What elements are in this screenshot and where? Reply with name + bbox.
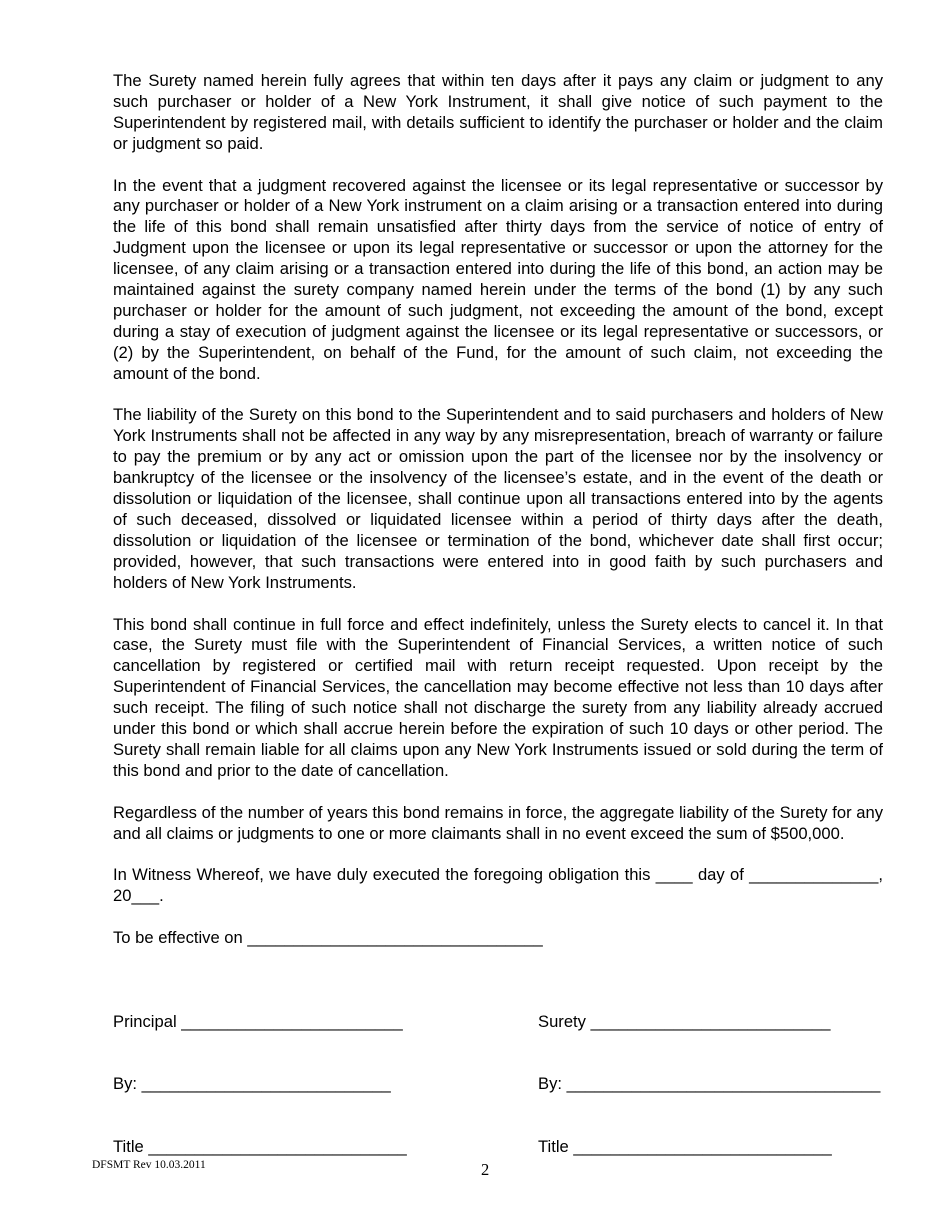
principal-field[interactable]: Principal ________________________ [113, 1011, 403, 1031]
surety-signature-column [538, 970, 880, 1200]
witness-clause[interactable]: In Witness Whereof, we have duly executed the foregoing obligation this ____ day of ______________, 20___. [113, 865, 883, 906]
surety-title-field[interactable]: Title ____________________________ [538, 1137, 832, 1157]
paragraph-aggregate-liability: Regardless of the number of years this bond remains in force, the aggregate liability of the Surety for any and all claims or judgments to one or more claimants shall in no event exceed the sum of $500,000. [113, 802, 883, 843]
principal-by-field[interactable]: By: ___________________________ [113, 1074, 391, 1094]
principal-title-field[interactable]: Title ____________________________ [113, 1137, 407, 1157]
signature-block [113, 970, 883, 1157]
paragraph-notice-of-payment: The Surety named herein fully agrees that within ten days after it pays any claim or judgment to any such purchaser or holder of a New York Instrument, it shall give notice of such payment to the Superintendent by registered mail, with details sufficient to identify the purchaser or holder and the claim or judgment so paid. [113, 71, 883, 153]
effective-date-line[interactable]: To be effective on ________________________________ [113, 928, 543, 948]
surety-by-field[interactable]: By: __________________________________ [538, 1074, 881, 1094]
paragraph-surety-liability: The liability of the Surety on this bond to the Superintendent and to said purchasers and holders of New York Instruments shall not be affected in any way by any misrepresentation, breach of warranty or failure to pay the premium or by any act or omission upon the part of the licensee nor by the insolvency or bankruptcy of the licensee or the insolvency of the licensee’s estate, and in the event of the death or dissolution or liquidation of the licensee, shall continue upon all transactions entered into by the agents of such deceased, dissolved or liquidated licensee within a period of thirty days after the death, dissolution or liquidation of the licensee or termination of the bond, whichever date shall first occur; provided, however, that such transactions were entered into in good faith by such purchasers and holders of New York Instruments. [113, 405, 883, 592]
page-number: 2 [481, 1160, 490, 1179]
document-body [113, 71, 883, 1157]
surety-field[interactable]: Surety __________________________ [538, 1011, 831, 1031]
form-revision-id: DFSMT Rev 10.03.2011 [92, 1159, 206, 1171]
paragraph-unsatisfied-judgment: In the event that a judgment recovered against the licensee or its legal representative or successor by any purchaser or holder of a New York instrument on a claim arising or a transaction entered into during the life of this bond shall remain unsatisfied after thirty days from the service of notice of entry of Judgment upon the licensee or upon its legal representative or successor or upon the attorney for the licensee, of any claim arising or a transaction entered into during the life of this bond, an action may be maintained against the surety company named herein under the terms of the bond (1) by any such purchaser or holder for the amount of such judgment, not exceeding the amount of the bond, except during a stay of execution of judgment against the licensee or its legal representative or successors, or (2) by the Superintendent, on behalf of the Fund, for the amount of such claim, not exceeding the amount of the bond. [113, 175, 883, 383]
paragraph-cancellation: This bond shall continue in full force and effect indefinitely, unless the Surety elects to cancel it. In that case, the Surety must file with the Superintendent of Financial Services, a written notice of such cancellation by registered or certified mail with return receipt requested. Upon receipt by the Superintendent of Financial Services, the cancellation may become effective not less than 10 days after such receipt. The filing of such notice shall not discharge the surety from any liability already accrued under this bond or which shall accrue herein before the expiration of such 10 days or other period. The Surety shall remain liable for all claims upon any New York Instruments issued or sold during the term of this bond and prior to the date of cancellation. [113, 614, 883, 780]
